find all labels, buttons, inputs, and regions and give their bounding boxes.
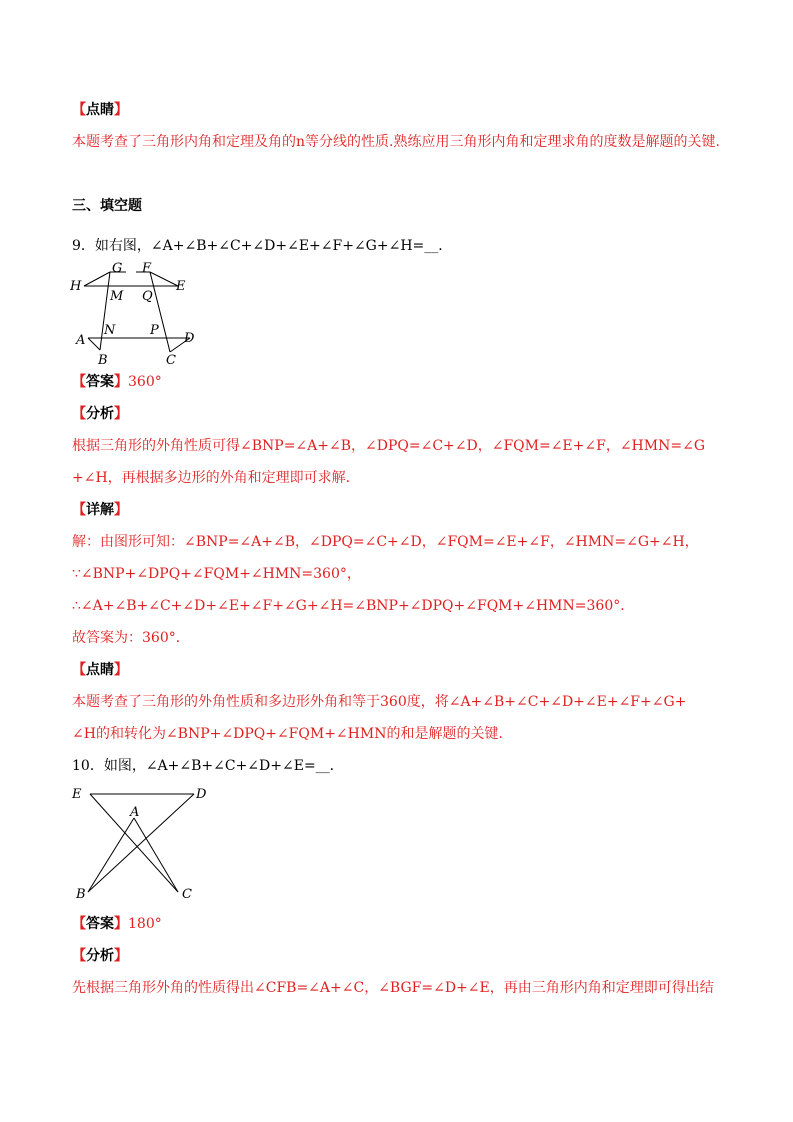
label-A: A [130, 805, 140, 820]
section-title: 三、填空题 [72, 198, 142, 214]
detail-9-line-3: ∴∠A+∠B+∠C+∠D+∠E+∠F+∠G+∠H=∠BNP+∠DPQ+∠FQM+∠HMN=360°． [72, 598, 635, 614]
bracket-right: 】 [114, 502, 128, 518]
tag-label: 分析 [86, 948, 114, 964]
dianjing-tag-1 [72, 100, 128, 120]
line-FC [150, 272, 170, 352]
label-A: A [76, 333, 86, 348]
label-Q: Q [142, 289, 153, 304]
line-FE [150, 272, 178, 286]
label-C: C [182, 887, 192, 902]
figure-q9 [70, 258, 210, 370]
bracket-right: 】 [114, 916, 128, 932]
bracket-left: 【 [72, 916, 86, 932]
detail-9-line-1: 解：由图形可知：∠BNP=∠A+∠B，∠DPQ=∠C+∠D，∠FQM=∠E+∠F，∠HMN=∠G+∠H， [72, 534, 699, 550]
bracket-right: 】 [114, 662, 128, 678]
label-G: G [112, 261, 123, 276]
bracket-left: 【 [72, 406, 86, 422]
bracket-left: 【 [72, 102, 86, 118]
bracket-left: 【 [72, 374, 86, 390]
label-B: B [98, 353, 108, 368]
xiangjie-tag-9 [72, 500, 128, 520]
label-N: N [104, 323, 116, 338]
detail-9-line-2: ∵∠BNP+∠DPQ+∠FQM+∠HMN=360°， [72, 566, 361, 582]
label-B: B [76, 887, 86, 902]
tag-label: 分析 [86, 406, 114, 422]
bracket-left: 【 [72, 662, 86, 678]
fenxi-tag-10 [72, 946, 128, 966]
label-E: E [176, 279, 186, 294]
answer-row-10 [72, 914, 162, 934]
tag-label: 答案 [86, 916, 114, 932]
bracket-right: 】 [114, 374, 128, 390]
question-10: 10．如图，∠A+∠B+∠C+∠D+∠E=__． [72, 758, 344, 774]
tag-label: 详解 [86, 502, 114, 518]
label-H: H [70, 279, 82, 294]
bracket-right: 】 [114, 102, 128, 118]
label-E: E [72, 787, 82, 802]
bracket-right: 】 [114, 406, 128, 422]
analysis-9-line-2: +∠H，再根据多边形的外角和定理即可求解． [72, 470, 360, 486]
label-C: C [166, 353, 176, 368]
label-P: P [150, 323, 159, 338]
detail-9-line-4: 故答案为：360°． [72, 630, 190, 646]
analysis-9-line-1: 根据三角形的外角性质可得∠BNP=∠A+∠B，∠DPQ=∠C+∠D，∠FQM=∠E+∠F，∠HMN=∠G [72, 438, 706, 454]
summary-text-1: 本题考查了三角形内角和定理及角的n等分线的性质.熟练应用三角形内角和定理求角的度数是解题的关键. [72, 134, 720, 150]
summary-9-line-2: ∠H的和转化为∠BNP+∠DPQ+∠FQM+∠HMN的和是解题的关键． [72, 726, 513, 742]
line-HG [84, 272, 110, 286]
answer-value-10: 180° [128, 916, 162, 932]
fenxi-tag-9 [72, 404, 128, 424]
answer-row-9 [72, 372, 162, 392]
label-D: D [196, 787, 207, 802]
question-9: 9．如右图，∠A+∠B+∠C+∠D+∠E+∠F+∠G+∠H=__． [72, 238, 453, 254]
label-D: D [184, 331, 195, 346]
figure-q10 [68, 784, 218, 902]
bracket-left: 【 [72, 948, 86, 964]
tag-label: 点睛 [86, 662, 114, 678]
line-AB [88, 338, 100, 350]
line-AB [88, 818, 134, 892]
summary-9-line-1: 本题考查了三角形的外角性质和多边形外角和等于360度，将∠A+∠B+∠C+∠D+∠E+∠F+∠G+ [72, 694, 687, 710]
dianjing-tag-9 [72, 660, 128, 680]
answer-value-9: 360° [128, 374, 162, 390]
label-M: M [110, 289, 124, 304]
label-F: F [142, 261, 152, 276]
tag-label: 答案 [86, 374, 114, 390]
line-DB [88, 794, 194, 892]
analysis-10-line-1: 先根据三角形外角的性质得出∠CFB=∠A+∠C，∠BGF=∠D+∠E，再由三角形内角和定理即可得出结 [72, 980, 714, 996]
bracket-left: 【 [72, 502, 86, 518]
bracket-right: 】 [114, 948, 128, 964]
tag-label: 点睛 [86, 102, 114, 118]
